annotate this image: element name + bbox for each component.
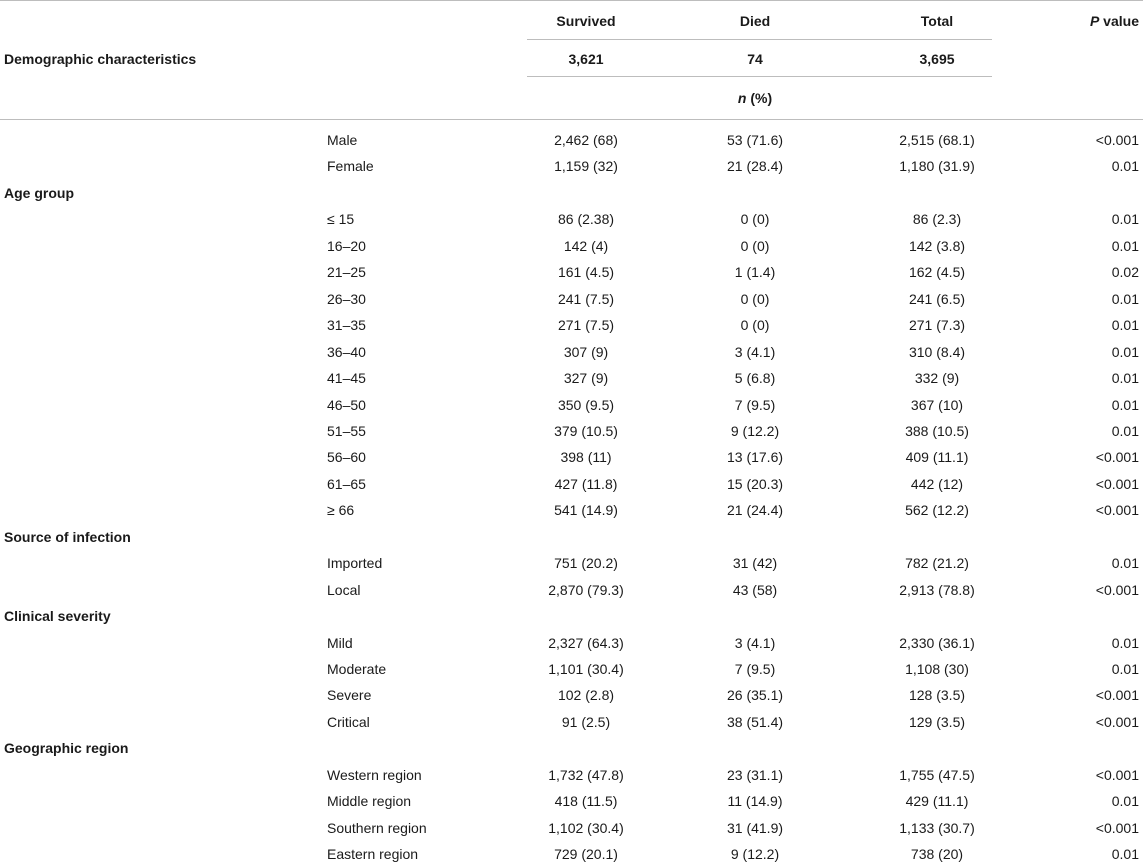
cell-total: 562 (12.2)	[905, 502, 969, 519]
table-row	[0, 418, 1143, 444]
cell-total: 241 (6.5)	[908, 290, 966, 307]
cell-total: 429 (11.1)	[905, 793, 969, 810]
cell-total: 409 (11.1)	[905, 449, 969, 466]
row-label: 41–45	[327, 370, 366, 387]
cell-pvalue: 0.01	[1111, 237, 1139, 254]
cell-survived: 91 (2.5)	[561, 713, 611, 730]
cell-survived: 1,101 (30.4)	[548, 661, 624, 677]
cell-pvalue: <0.001	[1095, 819, 1139, 836]
cell-total: 367 (10)	[910, 396, 964, 413]
cell-died: 15 (20.3)	[726, 475, 784, 492]
cell-pvalue: 0.01	[1111, 343, 1139, 360]
cell-survived: 86 (2.38)	[557, 211, 615, 228]
table-row	[0, 312, 1143, 338]
cell-survived: 1,159 (32)	[554, 158, 618, 175]
row-label: 51–55	[327, 422, 366, 439]
row-label: 36–40	[327, 343, 366, 360]
table-row	[0, 153, 1143, 179]
cell-died: 21 (24.4)	[726, 502, 784, 519]
row-label: 21–25	[327, 264, 366, 281]
row-label: Severe	[327, 687, 372, 704]
cell-pvalue: 0.01	[1111, 555, 1139, 572]
cell-pvalue: 0.01	[1111, 290, 1139, 307]
cell-died: 0 (0)	[740, 237, 770, 254]
cell-survived: 379 (10.5)	[554, 422, 618, 439]
cell-pvalue: 0.01	[1111, 793, 1139, 810]
cell-died: 31 (41.9)	[726, 819, 784, 836]
cell-died: 11 (14.9)	[727, 793, 783, 810]
cell-survived: 271 (7.5)	[557, 317, 615, 334]
cell-survived: 398 (11)	[560, 449, 612, 466]
cell-pvalue: <0.001	[1095, 449, 1139, 466]
cell-pvalue: 0.01	[1111, 370, 1139, 387]
cell-survived: 327 (9)	[563, 370, 609, 387]
cell-survived: 350 (9.5)	[557, 396, 615, 413]
cell-died: 9 (12.2)	[730, 422, 780, 439]
cell-pvalue: 0.01	[1111, 158, 1139, 175]
pvalue-italic-p: P	[1089, 13, 1100, 29]
cell-died: 26 (35.1)	[726, 687, 784, 704]
col-header-died: Died	[739, 13, 771, 29]
cell-survived: 2,327 (64.3)	[548, 634, 624, 651]
cell-survived: 729 (20.1)	[554, 846, 618, 863]
table-row	[0, 497, 1143, 523]
table-row	[0, 365, 1143, 391]
cell-pvalue: 0.01	[1111, 211, 1139, 228]
row-label: ≤ 15	[327, 211, 355, 228]
table-row	[0, 630, 1143, 656]
cell-died: 7 (9.5)	[734, 661, 776, 677]
table-row	[0, 127, 1143, 153]
cell-total: 2,330 (36.1)	[899, 634, 975, 651]
cell-pvalue: 0.01	[1111, 396, 1139, 413]
row-label: Eastern region	[327, 846, 419, 863]
table-row	[0, 339, 1143, 365]
row-label: 26–30	[327, 290, 366, 307]
row-label: Critical	[327, 713, 370, 730]
cell-total: 128 (3.5)	[908, 687, 966, 704]
section-label: Source of infection	[4, 528, 131, 545]
cell-died: 21 (28.4)	[726, 158, 784, 175]
cell-pvalue: 0.01	[1111, 317, 1139, 334]
cell-died: 0 (0)	[740, 290, 770, 307]
cell-survived: 751 (20.2)	[554, 555, 618, 572]
cell-total: 738 (20)	[910, 846, 964, 863]
table-row	[0, 233, 1143, 259]
cell-survived: 427 (11.8)	[554, 475, 618, 492]
section-label: Age group	[4, 184, 74, 201]
section-row	[0, 603, 1143, 629]
table-row	[0, 550, 1143, 576]
cell-died: 9 (12.2)	[730, 846, 780, 863]
unit-suffix: (%)	[746, 90, 773, 106]
cell-total: 2,913 (78.8)	[899, 581, 975, 598]
cell-total: 1,755 (47.5)	[899, 766, 975, 783]
row-label: Southern region	[327, 819, 427, 836]
cell-died: 3 (4.1)	[734, 634, 776, 651]
count-died: 74	[747, 51, 763, 67]
cell-pvalue: <0.001	[1095, 687, 1139, 704]
row-label: 16–20	[327, 237, 366, 254]
section-row	[0, 735, 1143, 761]
cell-pvalue: <0.001	[1095, 581, 1139, 598]
cell-died: 0 (0)	[740, 317, 770, 334]
cell-pvalue: <0.001	[1095, 502, 1139, 519]
cell-total: 129 (3.5)	[908, 713, 966, 730]
row-label: Middle region	[327, 793, 412, 810]
row-label: Imported	[327, 555, 383, 572]
row-label: Male	[327, 132, 358, 148]
row-label: Female	[327, 158, 374, 175]
cell-survived: 541 (14.9)	[554, 502, 618, 519]
table-row	[0, 841, 1143, 867]
section-row	[0, 524, 1143, 550]
cell-died: 23 (31.1)	[726, 766, 784, 783]
table-row	[0, 259, 1143, 285]
cell-died: 1 (1.4)	[734, 264, 776, 281]
cell-pvalue: 0.01	[1111, 846, 1139, 863]
cell-survived: 142 (4)	[563, 237, 609, 254]
section-label: Clinical severity	[4, 608, 111, 625]
cell-died: 31 (42)	[732, 555, 778, 572]
section-label: Geographic region	[4, 740, 129, 757]
cell-pvalue: 0.02	[1111, 264, 1139, 281]
col-header-survived: Survived	[556, 13, 616, 29]
count-total: 3,695	[919, 51, 955, 67]
cell-died: 0 (0)	[740, 211, 770, 228]
cell-pvalue: <0.001	[1095, 475, 1139, 492]
row-label: Local	[327, 581, 361, 598]
count-survived: 3,621	[568, 51, 604, 67]
cell-died: 3 (4.1)	[734, 343, 776, 360]
cell-died: 38 (51.4)	[726, 713, 784, 730]
cell-died: 5 (6.8)	[734, 370, 776, 387]
table-row	[0, 788, 1143, 814]
cell-total: 332 (9)	[914, 370, 960, 387]
cell-pvalue: <0.001	[1095, 766, 1139, 783]
cell-pvalue: 0.01	[1111, 661, 1139, 677]
table-row	[0, 206, 1143, 232]
table-row	[0, 762, 1143, 788]
table-row	[0, 682, 1143, 708]
cell-survived: 241 (7.5)	[557, 290, 615, 307]
table-row	[0, 815, 1143, 841]
table-row	[0, 471, 1143, 497]
row-label: 46–50	[327, 396, 366, 413]
row-label: Moderate	[327, 661, 387, 677]
cell-total: 86 (2.3)	[912, 211, 962, 228]
table-row	[0, 577, 1143, 603]
table-row	[0, 444, 1143, 470]
cell-pvalue: <0.001	[1095, 713, 1139, 730]
row-label: 61–65	[327, 475, 366, 492]
section-row	[0, 180, 1143, 206]
cell-total: 442 (12)	[910, 475, 964, 492]
table-row	[0, 709, 1143, 735]
unit-italic-n: n	[737, 90, 747, 106]
cell-total: 782 (21.2)	[905, 555, 969, 572]
cell-survived: 161 (4.5)	[557, 264, 615, 281]
row-label: 56–60	[327, 449, 366, 466]
cell-survived: 1,732 (47.8)	[548, 766, 624, 783]
cell-total: 142 (3.8)	[908, 237, 966, 254]
cell-total: 310 (8.4)	[908, 343, 966, 360]
row-label: ≥ 66	[327, 502, 355, 519]
cell-survived: 307 (9)	[563, 343, 609, 360]
cell-survived: 2,870 (79.3)	[548, 581, 624, 598]
cell-died: 43 (58)	[732, 581, 778, 598]
cell-died: 7 (9.5)	[734, 396, 776, 413]
row-header-label: Demographic characteristics	[4, 51, 197, 67]
row-label: Mild	[327, 634, 353, 651]
cell-survived: 1,102 (30.4)	[548, 819, 624, 836]
table-row	[0, 656, 1143, 682]
table-row	[0, 392, 1143, 418]
cell-survived: 2,462 (68)	[554, 132, 618, 148]
cell-died: 13 (17.6)	[726, 449, 784, 466]
cell-pvalue: 0.01	[1111, 634, 1139, 651]
table-row	[0, 286, 1143, 312]
cell-died: 53 (71.6)	[726, 132, 784, 148]
pvalue-suffix: value	[1099, 13, 1139, 29]
cell-total: 388 (10.5)	[905, 422, 969, 439]
cell-pvalue: 0.01	[1111, 422, 1139, 439]
col-header-total: Total	[920, 13, 954, 29]
cell-total: 162 (4.5)	[908, 264, 966, 281]
cell-survived: 418 (11.5)	[554, 793, 618, 810]
cell-total: 1,133 (30.7)	[899, 819, 975, 836]
row-label: Western region	[327, 766, 422, 783]
row-label: 31–35	[327, 317, 366, 334]
cell-total: 271 (7.3)	[908, 317, 966, 334]
cell-total: 1,180 (31.9)	[899, 158, 975, 175]
cell-total: 2,515 (68.1)	[899, 132, 975, 148]
cell-pvalue: <0.001	[1095, 132, 1139, 148]
cell-survived: 102 (2.8)	[557, 687, 615, 704]
cell-total: 1,108 (30)	[905, 661, 969, 677]
